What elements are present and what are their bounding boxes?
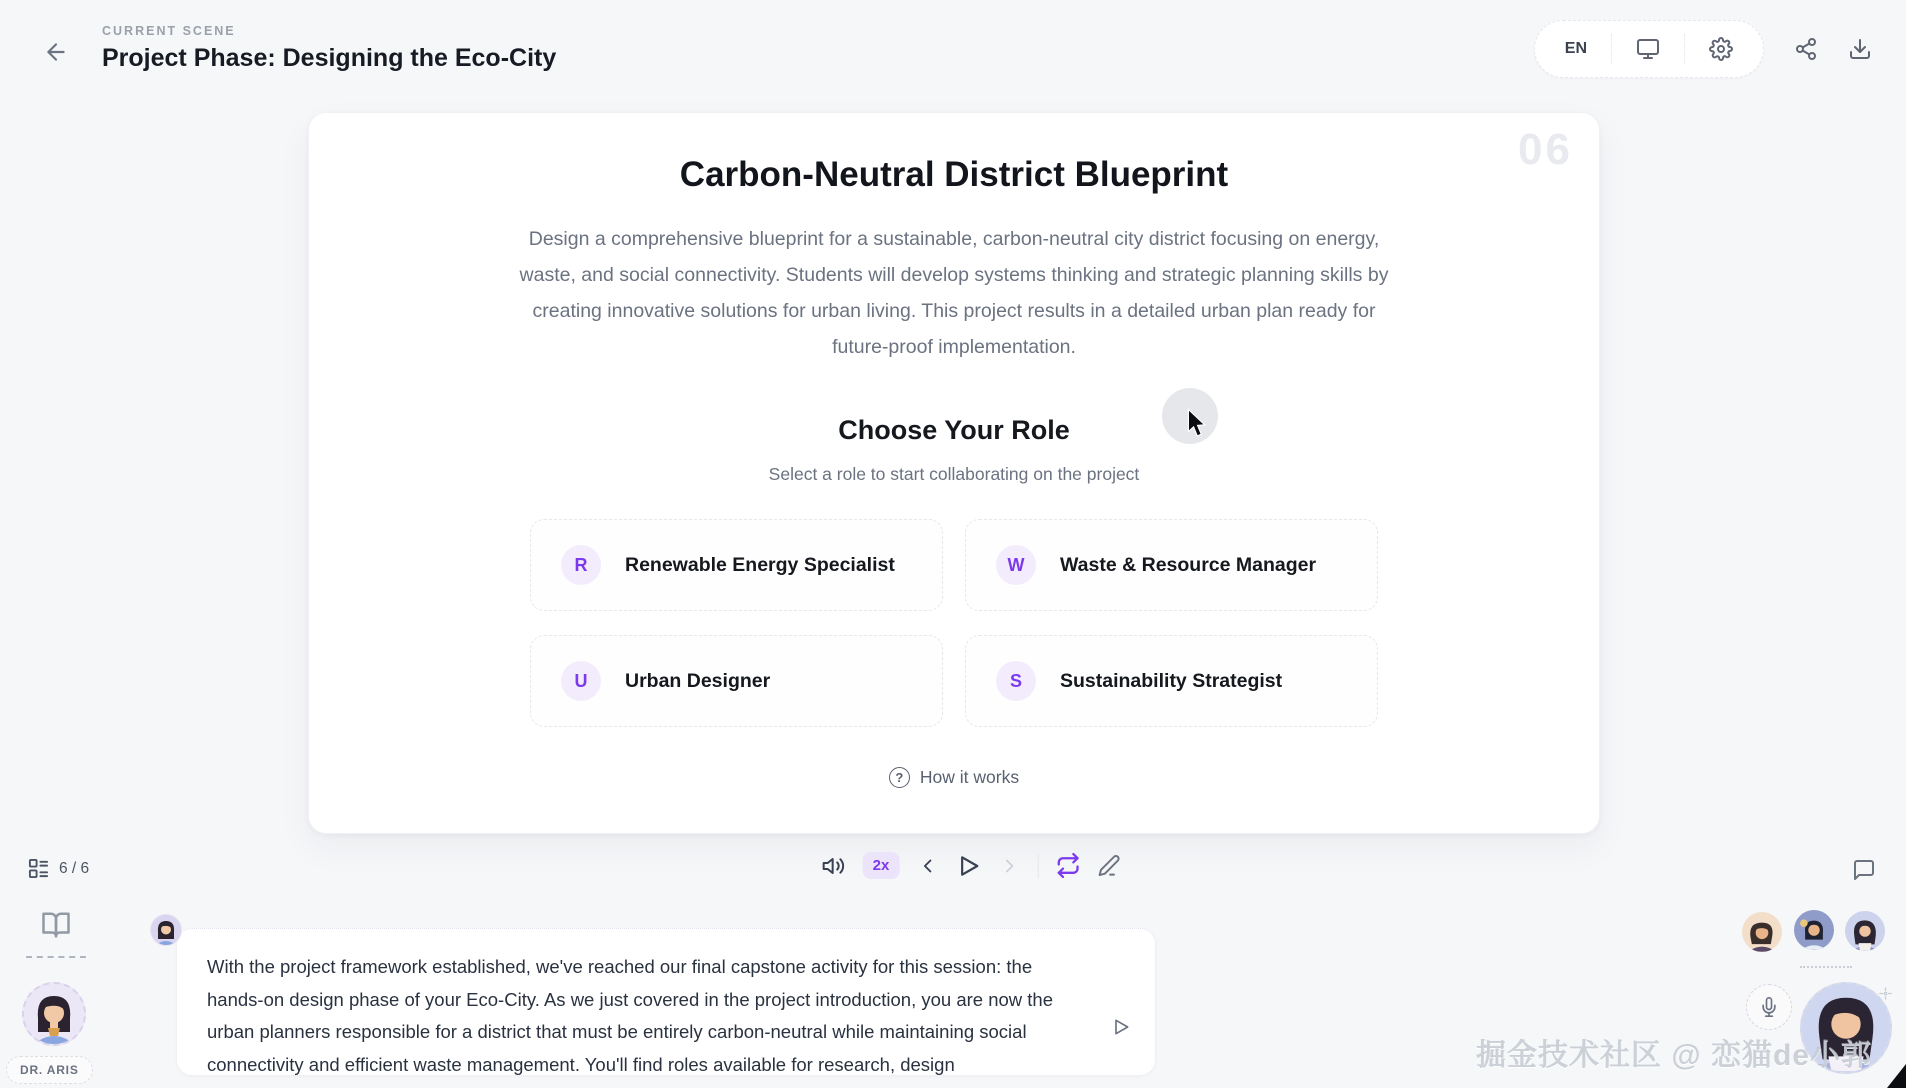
peer-avatar-1[interactable] <box>1742 912 1782 952</box>
drag-handle-icon[interactable] <box>1878 986 1893 1001</box>
gear-icon[interactable] <box>1709 37 1733 61</box>
pill-divider <box>1684 34 1685 64</box>
peer-avatar-3[interactable] <box>1845 911 1885 951</box>
peer-avatar-2[interactable] <box>1794 910 1834 950</box>
role-initial-badge: S <box>996 661 1036 701</box>
language-button[interactable]: EN <box>1564 40 1587 57</box>
how-it-works-label: How it works <box>919 767 1020 787</box>
repeat-icon[interactable] <box>1055 853 1080 878</box>
message-avatar <box>150 914 182 946</box>
slide-counter-button[interactable] <box>28 858 89 879</box>
download-icon[interactable] <box>1848 37 1872 61</box>
edit-pen-icon[interactable] <box>1097 854 1120 877</box>
play-icon[interactable] <box>955 853 981 879</box>
role-card-urban-designer[interactable] <box>530 635 943 727</box>
pill-divider <box>1611 34 1612 64</box>
toolbar-divider <box>1037 854 1038 878</box>
role-card-sustainability-strategist[interactable] <box>965 635 1378 727</box>
roles-grid <box>530 519 1378 727</box>
back-button[interactable] <box>40 36 72 68</box>
project-title: Carbon-Neutral District Blueprint <box>679 155 1229 194</box>
role-initial-badge: U <box>561 661 601 701</box>
question-circle-icon: ? <box>889 767 910 788</box>
role-label: Urban Designer <box>625 669 771 692</box>
choose-role-subheading: Select a role to start collaborating on the project <box>768 464 1140 484</box>
book-underline <box>26 956 86 958</box>
playback-controls <box>822 852 1121 879</box>
watermark-text: 掘金技术社区 @ 恋猫de小郭 <box>1476 1039 1872 1072</box>
next-icon[interactable] <box>998 855 1020 877</box>
scene-card <box>308 112 1600 834</box>
slides-grid-icon <box>28 858 49 879</box>
arrow-left-icon <box>43 39 69 65</box>
slide-number: 06 <box>1518 125 1573 174</box>
microphone-icon <box>1759 997 1779 1017</box>
monitor-icon[interactable] <box>1636 37 1660 61</box>
role-initial-badge: R <box>561 545 601 585</box>
role-initial-badge: W <box>996 545 1036 585</box>
narrator-avatar[interactable] <box>22 982 86 1046</box>
mouse-cursor-icon <box>1184 408 1210 438</box>
corner-triangle <box>1887 1064 1906 1088</box>
settings-pill <box>1534 20 1764 78</box>
page-title: Project Phase: Designing the Eco-City <box>102 44 557 72</box>
narration-message-box <box>176 928 1156 1076</box>
speaker-icon[interactable] <box>822 854 846 878</box>
slide-counter-text: 6 / 6 <box>59 859 90 877</box>
narrator-name-badge: DR. ARIS <box>6 1056 93 1084</box>
playback-speed-button[interactable]: 2x <box>863 852 900 879</box>
role-label: Renewable Energy Specialist <box>625 553 895 576</box>
role-label: Waste & Resource Manager <box>1060 553 1317 576</box>
how-it-works-button[interactable] <box>309 767 1599 788</box>
participants-divider <box>1800 966 1852 968</box>
project-description: Design a comprehensive blueprint for a sustainable, carbon-neutral city district focusing on energy, waste, and social connectivity. Students will develop systems thinking and strategic planning skills by creating innovative solutions for urban living. This project results in a detailed urban plan ready for future-proof implementation. <box>519 228 1389 358</box>
header-actions <box>1534 20 1872 78</box>
role-card-renewable-energy-specialist[interactable] <box>530 519 943 611</box>
role-card-waste-resource-manager[interactable] <box>965 519 1378 611</box>
narration-text: With the project framework established, we've reached our final capstone activity for this session: the hands-on design phase of your Eco-City. As we just covered in the project introduction, you are now the urban planners responsible for a district that must be entirely carbon-neutral while maintaining social connectivity and efficient waste management. You'll find roles available for research, design <box>207 956 1053 1075</box>
previous-icon[interactable] <box>916 855 938 877</box>
current-scene-label: CURRENT SCENE <box>102 24 236 38</box>
choose-role-heading: Choose Your Role <box>838 415 1070 445</box>
share-icon[interactable] <box>1794 37 1818 61</box>
message-play-icon[interactable] <box>1111 1017 1131 1037</box>
transcript-book-icon[interactable] <box>30 902 82 948</box>
comment-bubble-icon[interactable] <box>1852 858 1876 882</box>
microphone-button[interactable] <box>1746 984 1792 1030</box>
role-label: Sustainability Strategist <box>1060 669 1283 692</box>
